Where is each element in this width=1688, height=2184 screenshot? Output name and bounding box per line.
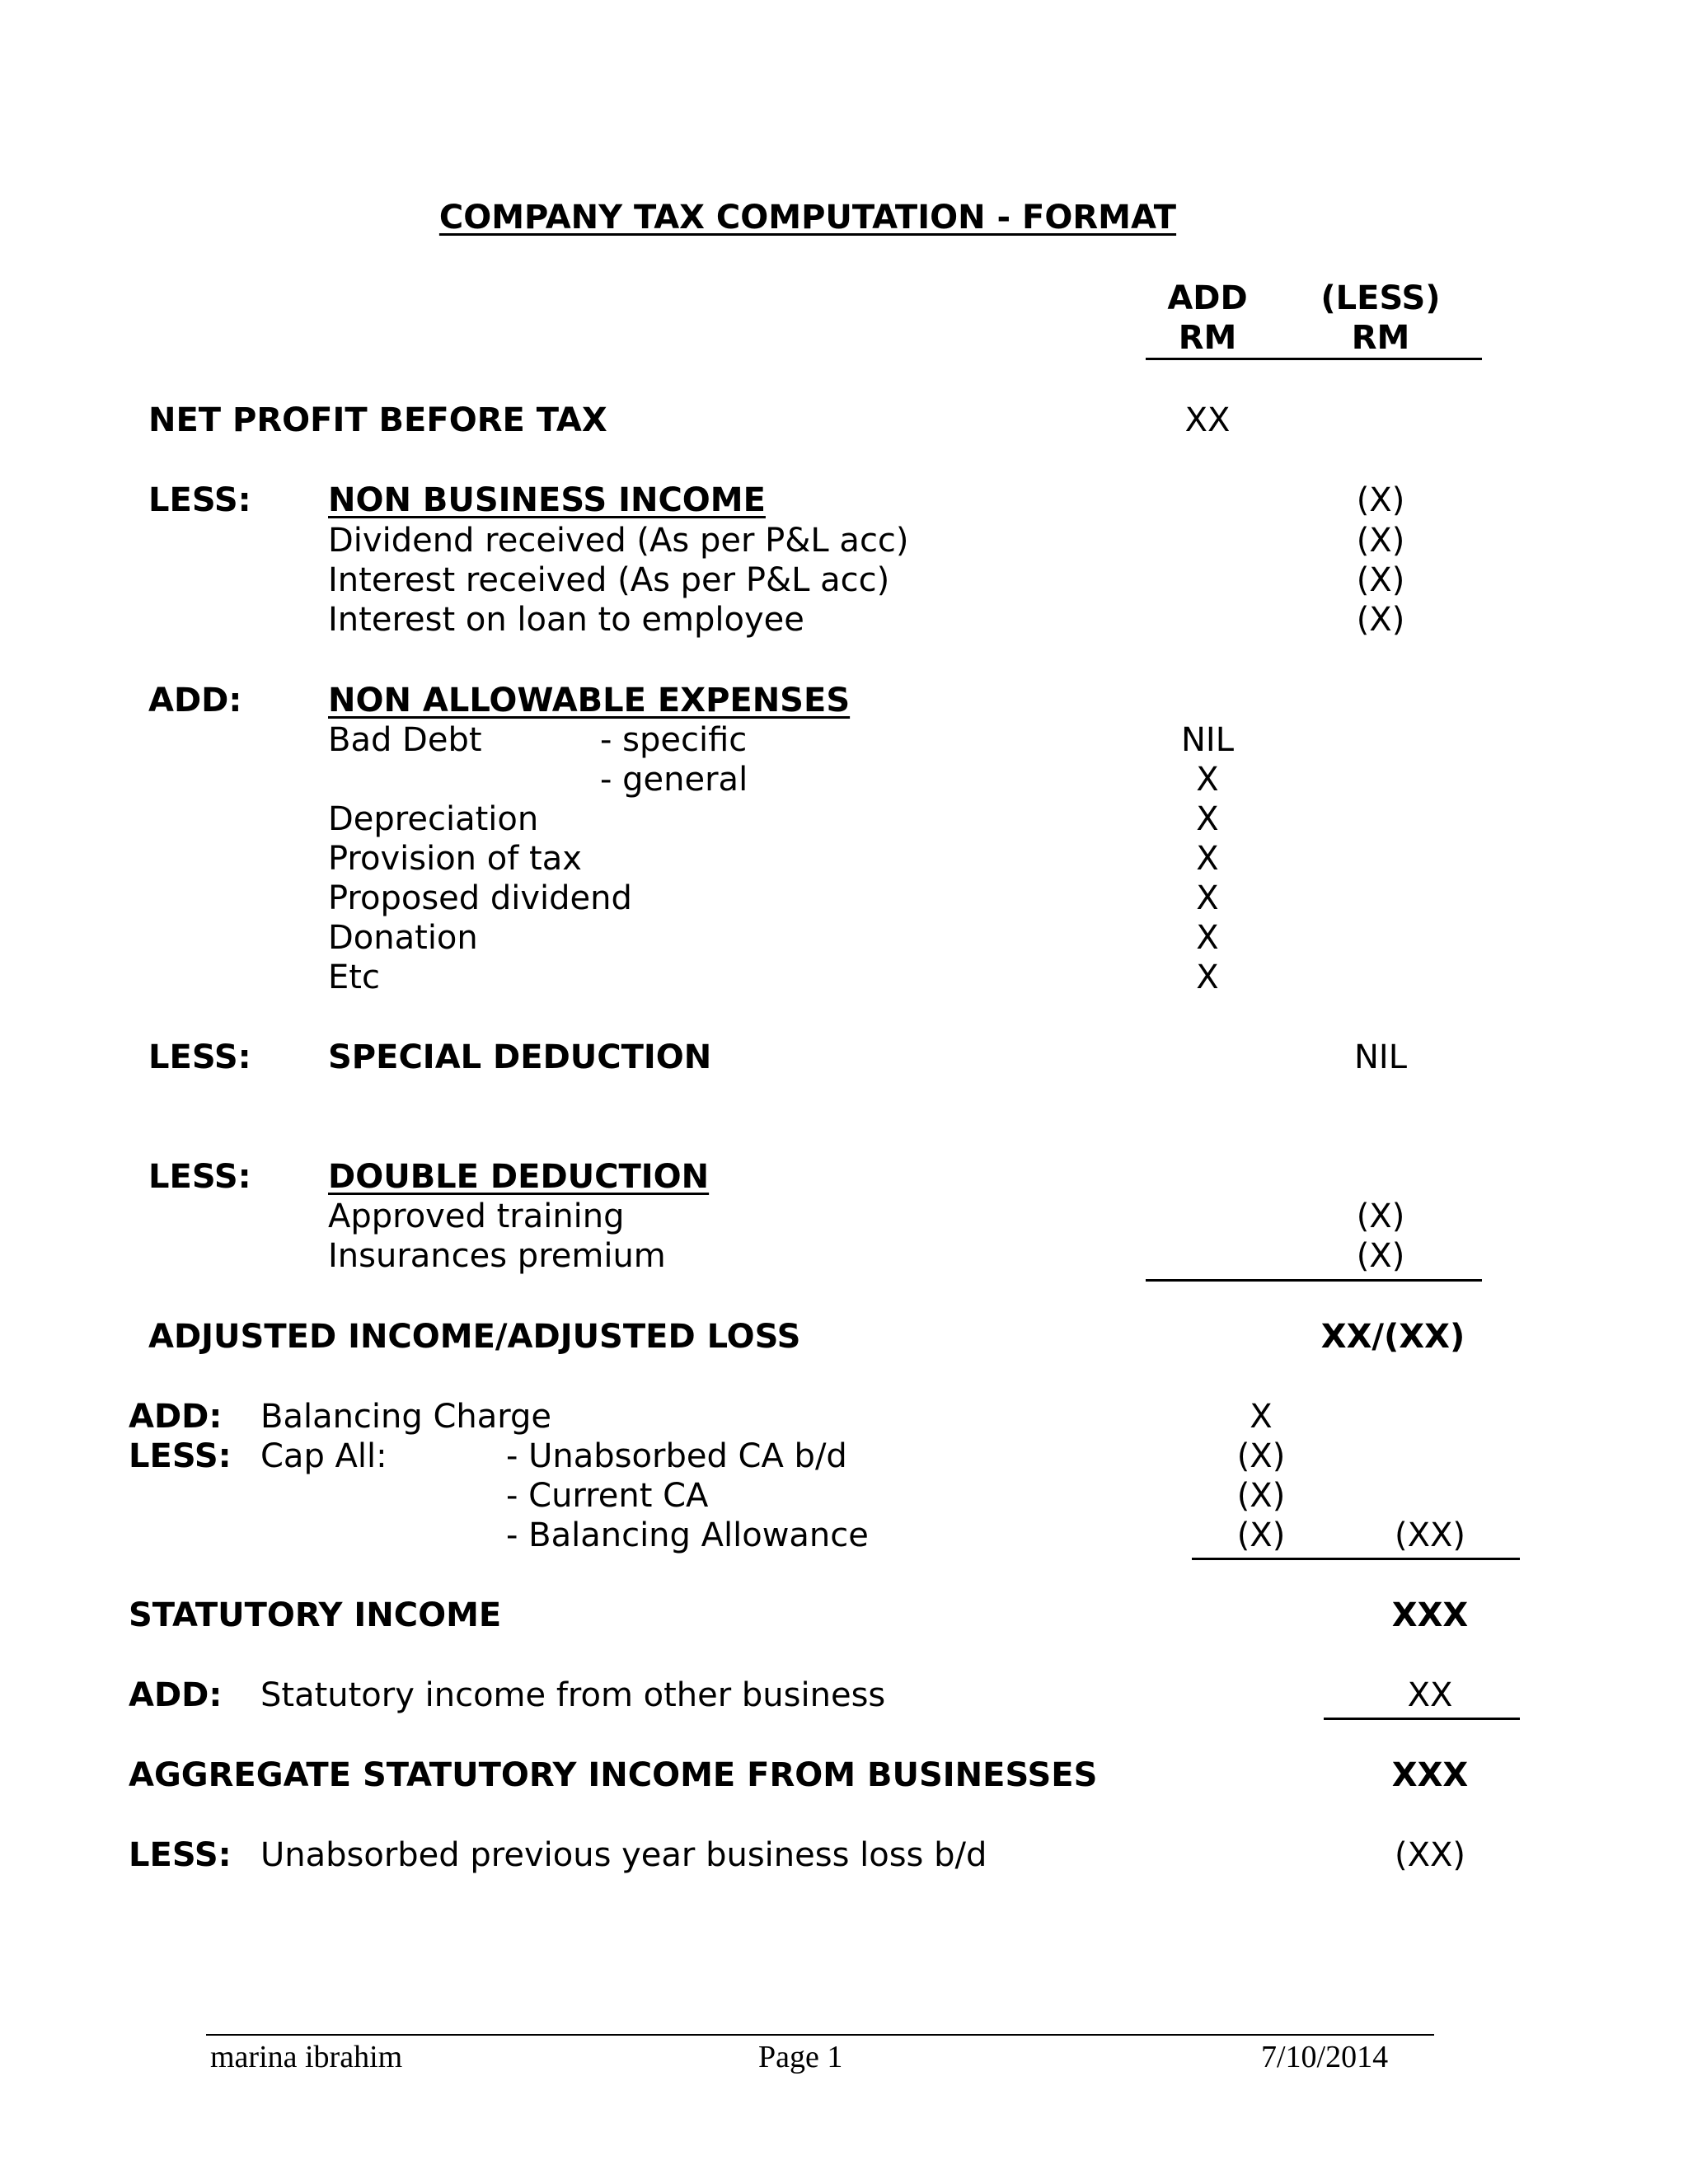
non-business-prefix: LESS: — [148, 481, 251, 519]
balancing-allowance-label: - Balancing Allowance — [506, 1516, 869, 1554]
current-ca-label: - Current CA — [506, 1477, 709, 1515]
net-profit-label: NET PROFIT BEFORE TAX — [148, 401, 607, 439]
bad-debt-general-label: - general — [600, 761, 748, 799]
unabsorbed-ca-label: - Unabsorbed CA b/d — [506, 1437, 847, 1475]
other-business-label: Statutory income from other business — [260, 1676, 886, 1714]
double-deduction-heading: DOUBLE DEDUCTION — [328, 1158, 710, 1196]
interest-loan-employee-less: (X) — [1356, 601, 1405, 639]
aggregate-income-label: AGGREGATE STATUTORY INCOME FROM BUSINESSES — [129, 1756, 1098, 1794]
non-business-heading: NON BUSINESS INCOME — [328, 481, 766, 519]
footer-page-number: Page 1 — [758, 2040, 843, 2074]
etc-label: Etc — [328, 958, 380, 996]
special-deduction-prefix: LESS: — [148, 1038, 251, 1076]
aggregate-income-value: XXX — [1391, 1756, 1469, 1794]
statutory-income-label: STATUTORY INCOME — [129, 1596, 502, 1634]
balancing-charge-prefix: ADD: — [129, 1398, 223, 1436]
page-title: COMPANY TAX COMPUTATION - FORMAT — [438, 199, 1177, 237]
footer-author: marina ibrahim — [210, 2040, 403, 2074]
insurances-premium-less: (X) — [1356, 1237, 1405, 1275]
provision-of-tax-add: X — [1196, 840, 1219, 878]
net-profit-add: XX — [1184, 401, 1231, 439]
current-ca-value: (X) — [1236, 1477, 1286, 1515]
capital-allowance-rule — [1192, 1558, 1520, 1560]
other-business-rule — [1324, 1718, 1520, 1720]
provision-of-tax-label: Provision of tax — [328, 840, 582, 878]
other-business-prefix: ADD: — [129, 1676, 223, 1714]
interest-loan-employee-label: Interest on loan to employee — [328, 601, 804, 639]
non-allowable-prefix: ADD: — [148, 682, 242, 719]
dividend-received-label: Dividend received (As per P&L acc) — [328, 522, 909, 560]
less-column-header: (LESS) — [1320, 279, 1441, 317]
special-deduction-label: SPECIAL DEDUCTION — [328, 1038, 712, 1076]
cap-all-label: Cap All: — [260, 1437, 387, 1475]
other-business-value: XX — [1407, 1676, 1453, 1714]
capital-allowance-total: (XX) — [1394, 1516, 1465, 1554]
balancing-charge-value: X — [1250, 1398, 1273, 1436]
approved-training-less: (X) — [1356, 1197, 1405, 1235]
less-column-unit: RM — [1351, 319, 1410, 357]
footer-rule — [206, 2034, 1434, 2036]
unabsorbed-loss-label: Unabsorbed previous year business loss b/d — [260, 1836, 987, 1874]
balancing-charge-label: Balancing Charge — [260, 1398, 552, 1436]
approved-training-label: Approved training — [328, 1197, 625, 1235]
etc-add: X — [1196, 958, 1219, 996]
unabsorbed-ca-value: (X) — [1236, 1437, 1286, 1475]
unabsorbed-loss-value: (XX) — [1394, 1836, 1465, 1874]
proposed-dividend-add: X — [1196, 879, 1219, 917]
interest-received-less: (X) — [1356, 561, 1405, 599]
non-allowable-heading: NON ALLOWABLE EXPENSES — [328, 682, 851, 719]
bad-debt-label: Bad Debt — [328, 721, 482, 759]
bad-debt-specific-label: - specific — [600, 721, 748, 759]
depreciation-add: X — [1196, 800, 1219, 838]
proposed-dividend-label: Proposed dividend — [328, 879, 632, 917]
header-rule — [1146, 358, 1482, 360]
add-column-unit: RM — [1178, 319, 1237, 357]
depreciation-label: Depreciation — [328, 800, 539, 838]
special-deduction-less: NIL — [1353, 1038, 1407, 1076]
double-deduction-rule — [1146, 1279, 1482, 1282]
dividend-received-less: (X) — [1356, 522, 1405, 560]
donation-add: X — [1196, 919, 1219, 957]
cap-all-prefix: LESS: — [129, 1437, 232, 1475]
donation-label: Donation — [328, 919, 478, 957]
unabsorbed-loss-prefix: LESS: — [129, 1836, 232, 1874]
add-column-header: ADD — [1167, 279, 1248, 317]
interest-received-label: Interest received (As per P&L acc) — [328, 561, 890, 599]
double-deduction-prefix: LESS: — [148, 1158, 251, 1196]
bad-debt-specific-add: NIL — [1180, 721, 1234, 759]
adjusted-income-value: XX/(XX) — [1320, 1318, 1465, 1356]
non-business-heading-less: (X) — [1356, 481, 1405, 519]
insurances-premium-label: Insurances premium — [328, 1237, 666, 1275]
statutory-income-value: XXX — [1391, 1596, 1469, 1634]
footer-date: 7/10/2014 — [1261, 2040, 1389, 2074]
balancing-allowance-value: (X) — [1236, 1516, 1286, 1554]
adjusted-income-label: ADJUSTED INCOME/ADJUSTED LOSS — [148, 1318, 801, 1356]
bad-debt-general-add: X — [1196, 761, 1219, 799]
